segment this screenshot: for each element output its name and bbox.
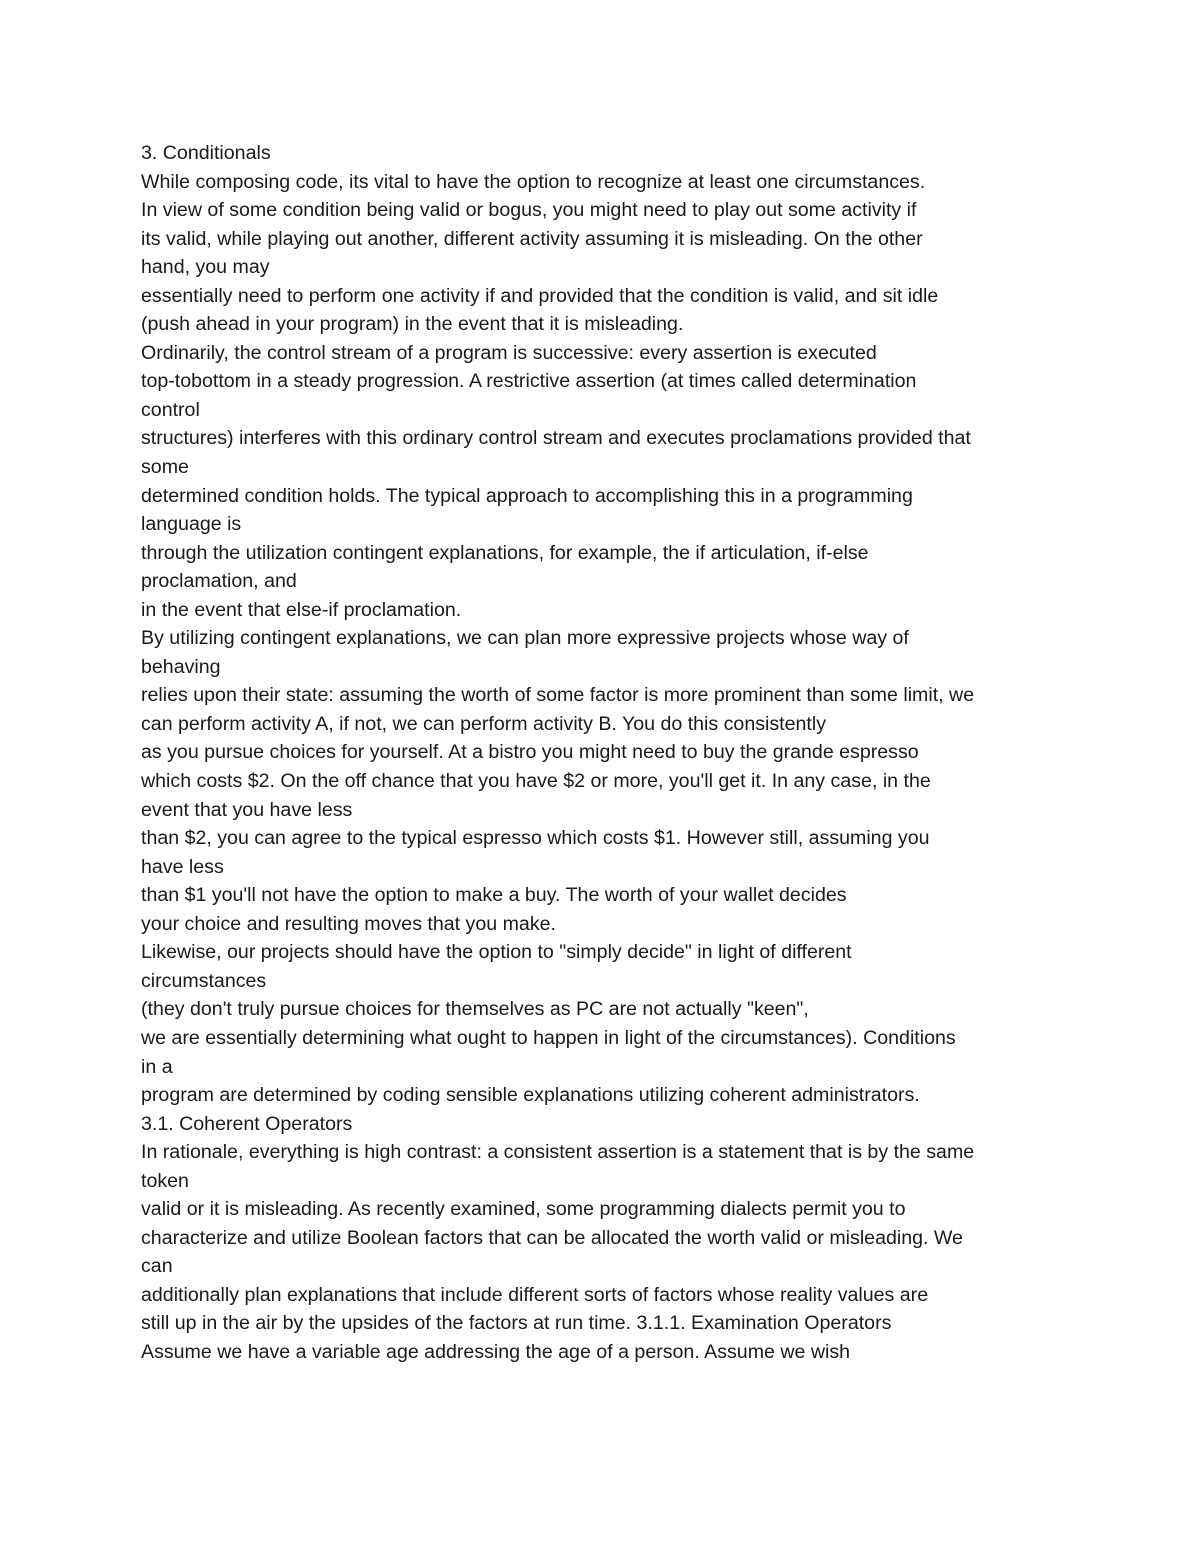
text-line: relies upon their state: assuming the worth of some factor is more prominent than some limit, we [141,684,975,707]
text-line: token [141,1169,189,1192]
text-line: By utilizing contingent explanations, we can plan more expressive projects whose way of [141,627,909,650]
text-line: as you pursue choices for yourself. At a bistro you might need to buy the grande espresso [141,741,919,764]
text-line: which costs $2. On the off chance that you have $2 or more, you'll get it. In any case, in the [141,770,931,793]
text-line: in a [141,1055,173,1078]
text-line: In rationale, everything is high contrast: a consistent assertion is a statement that is by the same [141,1141,975,1164]
text-line: 3.1. Coherent Operators [141,1112,353,1135]
text-line: top-tobottom in a steady progression. A restrictive assertion (at times called determination [141,370,917,393]
text-line: still up in the air by the upsides of the factors at run time. 3.1.1. Examination Operators [141,1312,892,1335]
text-line: some [141,456,189,479]
text-line: event that you have less [141,798,353,821]
text-line: Ordinarily, the control stream of a program is successive: every assertion is executed [141,341,877,364]
text-line: (they don't truly pursue choices for themselves as PC are not actually "keen", [141,998,809,1021]
text-line: proclamation, and [141,570,297,593]
text-line: essentially need to perform one activity if and provided that the condition is valid, and sit idle [141,284,939,307]
text-line: program are determined by coding sensible explanations utilizing coherent administrators. [141,1084,920,1107]
text-line: hand, you may [141,256,270,279]
text-line: can [141,1255,173,1278]
text-line: have less [141,855,224,878]
text-line: While composing code, its vital to have the option to recognize at least one circumstances. [141,170,926,193]
text-line: control [141,398,200,421]
text-line: additionally plan explanations that include different sorts of factors whose reality values are [141,1283,929,1306]
text-line: determined condition holds. The typical approach to accomplishing this in a programming [141,484,913,507]
text-line: in the event that else-if proclamation. [141,598,462,621]
text-line: structures) interferes with this ordinary control stream and executes proclamations provided that [141,427,971,450]
text-line: its valid, while playing out another, different activity assuming it is misleading. On the other [141,227,923,250]
text-line: 3. Conditionals [141,142,271,164]
text-line: Likewise, our projects should have the option to "simply decide" in light of different [141,941,852,964]
text-line: valid or it is misleading. As recently examined, some programming dialects permit you to [141,1198,906,1221]
text-line: than $2, you can agree to the typical espresso which costs $1. However still, assuming you [141,827,930,850]
text-line: characterize and utilize Boolean factors that can be allocated the worth valid or misleading. We [141,1226,963,1249]
text-line: your choice and resulting moves that you make. [141,912,556,935]
text-line: through the utilization contingent explanations, for example, the if articulation, if-else [141,541,869,564]
text-line: behaving [141,655,221,678]
text-line: than $1 you'll not have the option to make a buy. The worth of your wallet decides [141,884,847,907]
text-line: In view of some condition being valid or bogus, you might need to play out some activity if [141,199,917,222]
text-line: can perform activity A, if not, we can perform activity B. You do this consistently [141,712,827,735]
text-line: (push ahead in your program) in the event that it is misleading. [141,313,684,336]
document-body [141,139,1081,1367]
text-line: language is [141,513,242,536]
text-line: Assume we have a variable age addressing the age of a person. Assume we wish [141,1340,851,1363]
text-line: circumstances [141,969,267,992]
text-line: we are essentially determining what ought to happen in light of the circumstances). Conditions [141,1026,956,1049]
